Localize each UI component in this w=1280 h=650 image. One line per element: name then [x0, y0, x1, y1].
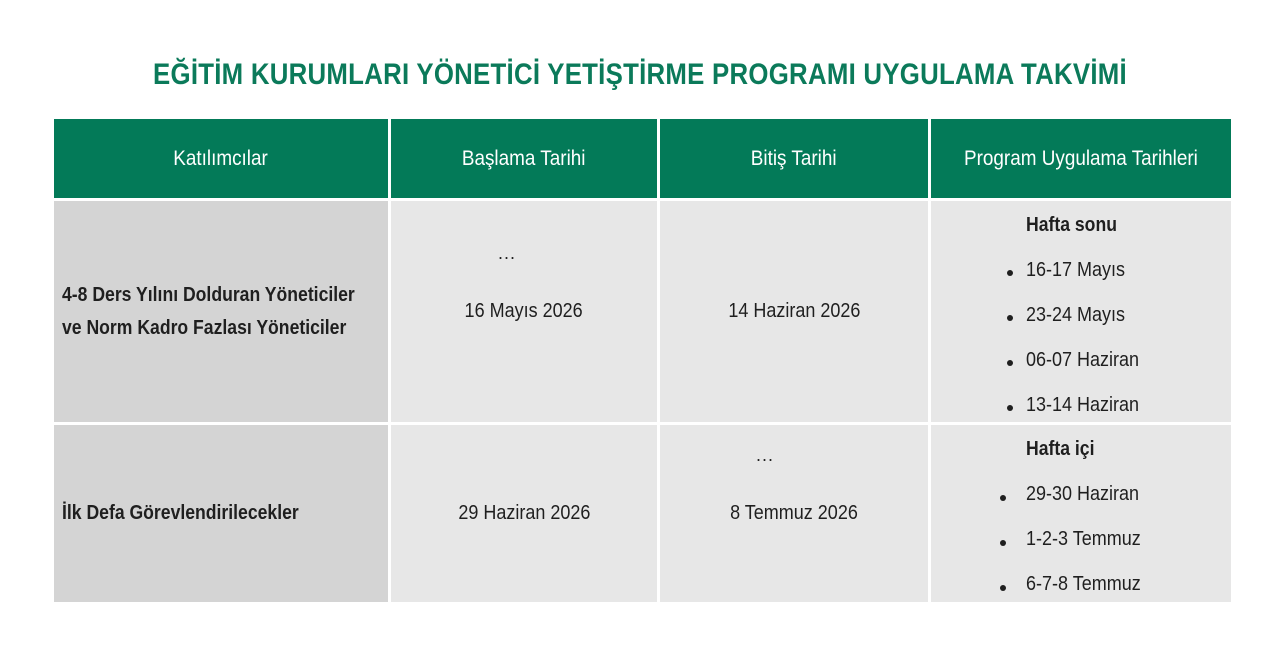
table-row-2-start: [391, 425, 657, 602]
header-participants: [54, 119, 388, 198]
page-title: EĞİTİM KURUMLARI YÖNETİCİ YETİŞTİRME PROGRAMI UYGULAMA TAKVİMİ: [153, 58, 1127, 91]
row-2-ellipsis: ...: [756, 445, 775, 465]
schedule-1-heading: Hafta sonu: [1026, 214, 1117, 236]
participant-2-line-1: İlk Defa Görevlendirilecekler: [62, 502, 299, 524]
bullet-icon: [1007, 405, 1013, 411]
table-row-1-start: [391, 201, 657, 422]
header-start-date-label: Başlama Tarihi: [462, 146, 586, 170]
header-schedule: [931, 119, 1231, 198]
table-row-2-end: [660, 425, 928, 602]
table-row-1-participant: [54, 201, 388, 422]
row-1-ellipsis: ...: [498, 243, 517, 263]
bullet-icon: [1000, 540, 1006, 546]
schedule-2-item-1: 29-30 Haziran: [1026, 483, 1140, 505]
schedule-1-item-1: 16-17 Mayıs: [1026, 259, 1126, 281]
end-date-1: 14 Haziran 2026: [727, 300, 861, 322]
bullet-icon: [1000, 495, 1006, 501]
bullet-icon: [1007, 315, 1013, 321]
header-end-date-label: Bitiş Tarihi: [751, 146, 837, 170]
table-row-2-participant: [54, 425, 388, 602]
schedule-1-item-3: 06-07 Haziran: [1026, 349, 1140, 371]
schedule-2-item-2: 1-2-3 Temmuz: [1026, 528, 1141, 550]
schedule-2-heading: Hafta içi: [1026, 438, 1095, 460]
bullet-icon: [1007, 270, 1013, 276]
header-schedule-label: Program Uygulama Tarihleri: [964, 146, 1198, 170]
schedule-1-item-4: 13-14 Haziran: [1026, 394, 1140, 416]
header-end-date: [660, 119, 928, 198]
participant-1-line-2: ve Norm Kadro Fazlası Yöneticiler: [62, 316, 347, 339]
schedule-2-item-3: 6-7-8 Temmuz: [1026, 573, 1141, 595]
bullet-icon: [1000, 585, 1006, 591]
table-row-1-end: [660, 201, 928, 422]
participant-1-line-1: 4-8 Ders Yılını Dolduran Yöneticiler: [62, 283, 355, 306]
header-participants-label: Katılımcılar: [173, 146, 269, 170]
schedule-1-item-2: 23-24 Mayıs: [1026, 304, 1126, 326]
bullet-icon: [1007, 360, 1013, 366]
start-date-1: 16 Mayıs 2026: [464, 300, 584, 322]
start-date-2: 29 Haziran 2026: [457, 502, 591, 524]
end-date-2: 8 Temmuz 2026: [730, 502, 858, 524]
header-start-date: [391, 119, 657, 198]
